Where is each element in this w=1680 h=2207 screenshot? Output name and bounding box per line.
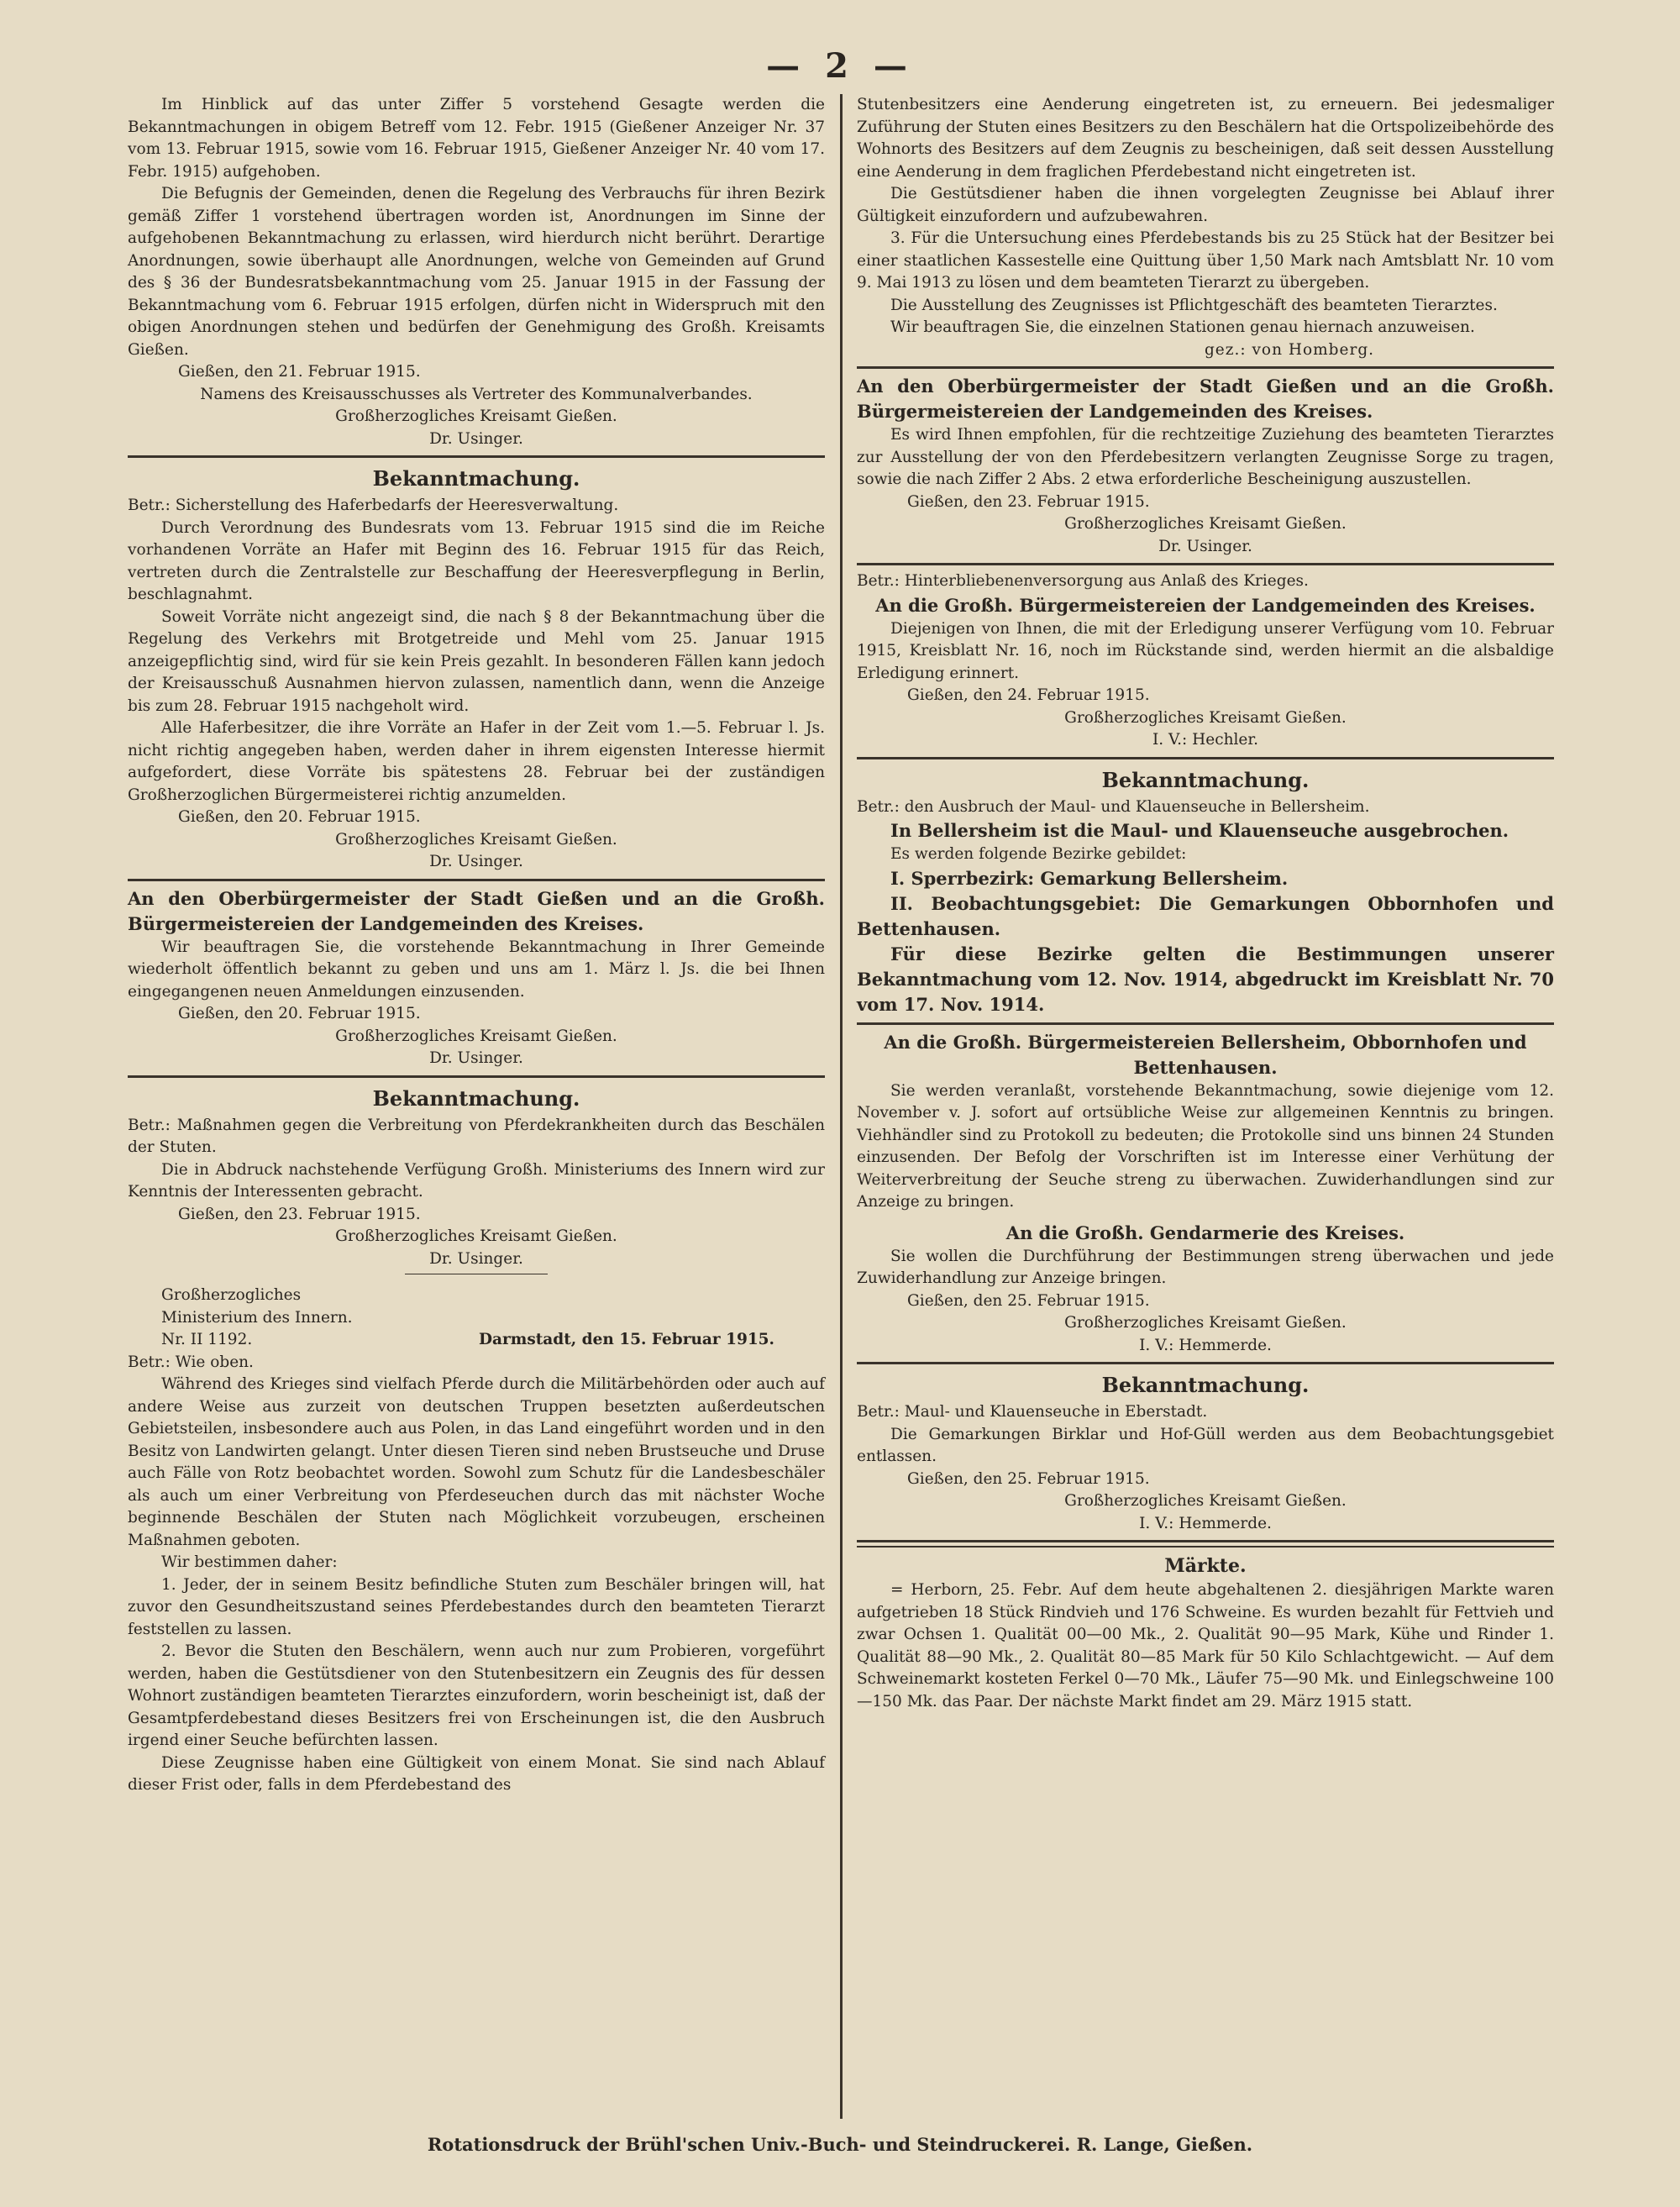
authority-line: Großherzogliches Kreisamt Gießen. — [1064, 515, 1347, 533]
date-line: Gießen, den 23. Februar 1915. — [907, 492, 1150, 511]
ministry-reference — [128, 1329, 825, 1352]
address-heading: An die Großh. Gendarmerie des Kreises. — [1005, 1222, 1405, 1243]
signature: I. V.: Hemmerde. — [1139, 1336, 1272, 1354]
intro-paragraph-1: Im Hinblick auf das unter Ziffer 5 vorstehend Gesagte werden die Bekanntmachungen in obigem Betreff vom 12. Febr. 1915 (Gießener Anzeiger Nr. 37 vom 13. Februar 1915, sowie vom 16. Februar 1915, Gießener Anzeiger Nr. 40 vom 17. Febr. 1915) aufgehoben. — [128, 96, 825, 181]
regulation-statement: Für diese Bezirke gelten die Bestimmungen unserer Bekanntmachung vom 12. Nov. 1914, abgedruckt im Kreisblatt Nr. 70 vom 17. Nov. 1914. — [857, 943, 1554, 1015]
notice-subject: Betr.: Sicherstellung des Haferbedarfs der Heeresverwaltung. — [128, 497, 619, 514]
notice-subject: Betr.: Maßnahmen gegen die Verbreitung von Pferdekrankheiten durch das Beschälen der Stuten. — [128, 1116, 825, 1156]
signature: gez.: von Homberg. — [1204, 340, 1375, 359]
date-line: Gießen, den 23. Februar 1915. — [178, 1205, 421, 1223]
continued-paragraph: Wir beauftragen Sie, die einzelnen Stationen genau hiernach anzuweisen. — [890, 318, 1475, 336]
authority-line: Namens des Kreisausschusses als Vertreter des Kommunalverbandes. — [200, 385, 753, 403]
reference-number: Nr. II 1192. — [161, 1331, 253, 1348]
date-line: Gießen, den 20. Februar 1915. — [178, 808, 421, 826]
ministry-name: Ministerium des Innern. — [161, 1308, 353, 1327]
notice-subject: Betr.: Wie oben. — [128, 1353, 254, 1371]
signature: I. V.: Hechler. — [1152, 731, 1259, 749]
notice-paragraph: Die Gemarkungen Birklar und Hof-Güll werden aus dem Beobachtungsgebiet entlassen. — [857, 1425, 1554, 1465]
ministry-paragraph: Diese Zeugnisse haben eine Gültigkeit von einem Monat. Sie sind nach Ablauf dieser Frist oder, falls in dem Pferdebestand des — [128, 1753, 825, 1794]
address-heading: An die Großh. Bürgermeistereien der Landgemeinden des Kreises. — [875, 594, 1536, 616]
markets-report: = Herborn, 25. Febr. Auf dem heute abgehaltenen 2. diesjährigen Markte waren aufgetrieben 18 Stück Rindvieh und 176 Schweine. Es wurden bezahlt für Fettvieh und zwar Ochsen 1. Qualität 00—00 Mk., 2. Qualität 90—95 Mark, Kühe und Rinder 1. Qualität 88—90 Mk., 2. Qualität 80—85 Mark für 50 Kilo Schlachtgewicht. — Auf dem Schweinemarkt kosteten Ferkel 0—70 Mk., Läufer 75—90 Mk. und Einlegschweine 100—150 Mk. das Paar. Der nächste Markt findet am 29. März 1915 statt. — [857, 1581, 1554, 1710]
address-heading: An die Großh. Bürgermeistereien Bellersheim, Obbornhofen und Bettenhausen. — [884, 1031, 1527, 1078]
notice-subject: Betr.: den Ausbruch der Maul- und Klauenseuche in Bellersheim. — [857, 797, 1370, 816]
signature: I. V.: Hemmerde. — [1139, 1514, 1272, 1532]
notice-paragraph: Die in Abdruck nachstehende Verfügung Großh. Ministeriums des Innern wird zur Kenntnis der Interessenten gebracht. — [128, 1160, 825, 1201]
continued-paragraph: Die Ausstellung des Zeugnisses ist Pflichtgeschäft des beamteten Tierarztes. — [890, 296, 1498, 314]
ministry-name: Großherzogliches — [161, 1286, 302, 1304]
section-divider — [857, 757, 1554, 759]
signature: Dr. Usinger. — [1158, 537, 1252, 555]
date-line: Gießen, den 21. Februar 1915. — [178, 363, 421, 381]
district-item: II. Beobachtungsgebiet: Die Gemarkungen Obbornhofen und Bettenhausen. — [857, 892, 1554, 939]
section-divider — [857, 563, 1554, 565]
signature: Dr. Usinger. — [429, 853, 523, 870]
section-divider — [128, 879, 825, 881]
notice-paragraph: Alle Haferbesitzer, die ihre Vorräte an Hafer in der Zeit vom 1.—5. Februar l. Js. nicht richtig angegeben haben, werden daher in ihrem eigensten Interesse hiermit aufgefordert, diese Vorräte bis spätestens 28. Februar bei der zuständigen Großherzoglichen Bürgermeisterei richtig anzumelden. — [128, 719, 825, 804]
markets-title: Märkte. — [1164, 1555, 1247, 1577]
notice-paragraph: Sie wollen die Durchführung der Bestimmungen streng überwachen und jede Zuwiderhandlung zur Anzeige bringen. — [857, 1247, 1554, 1287]
authority-line: Großherzogliches Kreisamt Gießen. — [335, 1227, 617, 1245]
notice-title: Bekanntmachung. — [1101, 767, 1310, 792]
authority-line: Großherzogliches Kreisamt Gießen. — [335, 1027, 617, 1045]
ministry-paragraph: 2. Bevor die Stuten den Beschälern, wenn auch nur zum Probieren, vorgeführt werden, haben die Gestütsdiener von den Stutenbesitzern ein Zeugnis des für dessen Wohnort zuständigen beamteten Tierarztes einzufordern, worin bescheinigt ist, daß der Gesamtpferdebestand dieses Besitzers frei von Erscheinungen ist, die den Ausbruch irgend einer Seuche befürchten lassen. — [128, 1642, 825, 1749]
notice-subject: Betr.: Hinterbliebenenversorgung aus Anlaß des Krieges. — [857, 572, 1309, 590]
notice-paragraph: Sie werden veranlaßt, vorstehende Bekanntmachung, sowie diejenige vom 12. November v. J. sofort auf ortsübliche Weise zur allgemeinen Kenntnis zu bringen. Viehhändler sind zu Protokoll zu bedeuten; die Protokolle sind uns binnen 24 Stunden einzusenden. Der Befolg der Vorschriften ist im Interesse einer Verhütung der Weiterverbreitung der Seuche streng zu überwachen. Zuwiderhandlungen sind zur Anzeige zu bringen. — [857, 1081, 1554, 1211]
notice-title: Bekanntmachung. — [372, 466, 580, 491]
notice-paragraph: Es werden folgende Bezirke gebildet: — [890, 845, 1187, 863]
notice-paragraph: Es wird Ihnen empfohlen, für die rechtzeitige Zuziehung des beamteten Tierarztes zur Ausstellung der von den Pferdebesitzern verlangten Zeugnisse Sorge zu tragen, sowie die nach Ziffer 2 Abs. 2 etwa erforderliche Bescheinigung auszustellen. — [857, 426, 1554, 488]
date-line: Gießen, den 25. Februar 1915. — [907, 1469, 1150, 1488]
left-column — [128, 94, 825, 1797]
section-divider — [857, 1540, 1554, 1542]
continued-paragraph: Stutenbesitzers eine Aenderung eingetreten ist, zu erneuern. Bei jedesmaliger Zuführung der Stuten eines Besitzers zu den Beschälern hat die Ortspolizeibehörde des Wohnorts des Besitzers auf dem Zeugnis zu bescheinigen, daß seit dessen Ausstellung eine Aenderung in dem fraglichen Pferdebestand nicht eingetreten ist. — [857, 96, 1554, 181]
ministry-paragraph: 1. Jeder, der in seinem Besitz befindliche Stuten zum Beschäler bringen will, hat zuvor den Gesundheitszustand seines Pferdebestandes durch den beamteten Tierarzt feststellen zu lassen. — [128, 1575, 825, 1638]
ministry-paragraph: Während des Krieges sind vielfach Pferde durch die Militärbehörden oder auch auf andere Weise aus zurzeit von deutschen Truppen besetzten außerdeutschen Gebietsteilen, insbesondere auch aus Polen, in das Land eingeführt worden und in den Besitz von Landwirten gelangt. Unter diesen Tieren sind neben Brustseuche und Druse auch Fälle von Rotz beobachtet worden. Sowohl zum Schutz für die Landesbeschäler als auch um einer Verbreitung von Pferdeseuchen durch das mit nächster Woche beginnende Beschälen der Stuten nach Möglichkeit vorzubeugen, erscheinen Maßnahmen geboten. — [128, 1375, 825, 1549]
notice-paragraph: Wir beauftragen Sie, die vorstehende Bekanntmachung in Ihrer Gemeinde wiederholt öffentlich bekannt zu geben und uns am 1. März l. Js. die bei Ihnen eingegangenen neuen Anmeldungen einzusenden. — [128, 938, 825, 1001]
date-line: Gießen, den 24. Februar 1915. — [907, 686, 1150, 704]
authority-line: Großherzogliches Kreisamt Gießen. — [1064, 1314, 1347, 1332]
authority-line: Großherzogliches Kreisamt Gießen. — [335, 407, 617, 425]
address-heading: An den Oberbürgermeister der Stadt Gießen und an die Großh. Bürgermeistereien der Landgemeinden des Kreises. — [128, 887, 825, 934]
continued-paragraph: Die Gestütsdiener haben die ihnen vorgelegten Zeugnisse bei Ablauf ihrer Gültigkeit einzufordern und aufzubewahren. — [857, 185, 1554, 225]
ministry-date: Darmstadt, den 15. Februar 1915. — [478, 1331, 774, 1348]
printer-imprint: Rotationsdruck der Brühl'schen Univ.-Buch- und Steindruckerei. R. Lange, Gießen. — [427, 2134, 1253, 2155]
column-divider — [840, 94, 843, 2119]
section-divider — [128, 455, 825, 458]
intro-paragraph-2: Die Befugnis der Gemeinden, denen die Regelung des Verbrauchs für ihren Bezirk gemäß Ziffer 1 vorstehend übertragen worden ist, Anordnungen im Sinne der aufgehobenen Bekanntmachung zu erlassen, wird hierdurch nicht berührt. Derartige Anordnungen, sowie überhaupt alle Anordnungen, welche von Gemeinden auf Grund des § 36 der Bundesratsbekanntmachung vom 25. Januar 1915 in der Fassung der Bekanntmachung vom 6. Februar 1915 erfolgen, dürfen nicht in Widerspruch mit den obigen Anordnungen stehen und bedürfen der Genehmigung des Großh. Kreisamts Gießen. — [128, 185, 825, 359]
continued-paragraph: 3. Für die Untersuchung eines Pferdebestands bis zu 25 Stück hat der Besitzer bei einer staatlichen Kassestelle eine Quittung über 1,50 Mark nach Amtsblatt Nr. 10 vom 9. Mai 1913 zu lösen und dem beamteten Tierarzt zu übergeben. — [857, 229, 1554, 292]
outbreak-statement: In Bellersheim ist die Maul- und Klauenseuche ausgebrochen. — [890, 820, 1509, 841]
signature: Dr. Usinger. — [429, 429, 523, 448]
authority-line: Großherzogliches Kreisamt Gießen. — [335, 830, 617, 849]
authority-line: Großherzogliches Kreisamt Gießen. — [1064, 708, 1347, 727]
notice-subject: Betr.: Maul- und Klauenseuche in Eberstadt. — [857, 1403, 1208, 1421]
section-divider — [857, 1362, 1554, 1364]
page-number: — 2 — — [766, 46, 914, 86]
notice-paragraph: Soweit Vorräte nicht angezeigt sind, die nach § 8 der Bekanntmachung über die Regelung des Verkehrs mit Brotgetreide und Mehl vom 25. Januar 1915 anzeigepflichtig sind, wird für sie kein Preis gezahlt. In besonderen Fällen kann jedoch der Kreisausschuß Ausnahmen hiervon zulassen, namentlich dann, wenn die Anzeige bis zum 28. Februar 1915 nachgeholt wird. — [128, 607, 825, 715]
section-divider — [128, 1075, 825, 1078]
district-item: I. Sperrbezirk: Gemarkung Bellersheim. — [890, 867, 1289, 889]
notice-paragraph: Durch Verordnung des Bundesrats vom 13. Februar 1915 sind die im Reiche vorhandenen Vorräte an Hafer mit Beginn des 16. Februar 1915 für das Reich, vertreten durch die Zentralstelle zur Beschaffung der Heeresverpflegung in Berlin, beschlagnahmt. — [128, 518, 825, 603]
date-line: Gießen, den 25. Februar 1915. — [907, 1291, 1150, 1310]
notice-paragraph: Diejenigen von Ihnen, die mit der Erledigung unserer Verfügung vom 10. Februar 1915, Kreisblatt Nr. 16, noch im Rückstande sind, werden hiermit an die alsbaldige Erledigung erinnert. — [857, 619, 1554, 682]
signature: Dr. Usinger. — [429, 1249, 523, 1268]
authority-line: Großherzogliches Kreisamt Gießen. — [1064, 1492, 1347, 1510]
section-divider — [857, 1022, 1554, 1025]
notice-title: Bekanntmachung. — [372, 1085, 580, 1111]
address-heading: An den Oberbürgermeister der Stadt Gießen und an die Großh. Bürgermeistereien der Landgemeinden des Kreises. — [857, 376, 1554, 422]
signature: Dr. Usinger. — [429, 1049, 523, 1067]
section-divider — [857, 366, 1554, 369]
ministry-paragraph: Wir bestimmen daher: — [161, 1553, 338, 1571]
notice-title: Bekanntmachung. — [1101, 1373, 1310, 1397]
date-line: Gießen, den 20. Februar 1915. — [178, 1005, 421, 1022]
right-column — [857, 94, 1554, 1713]
section-divider — [857, 1546, 1554, 1548]
